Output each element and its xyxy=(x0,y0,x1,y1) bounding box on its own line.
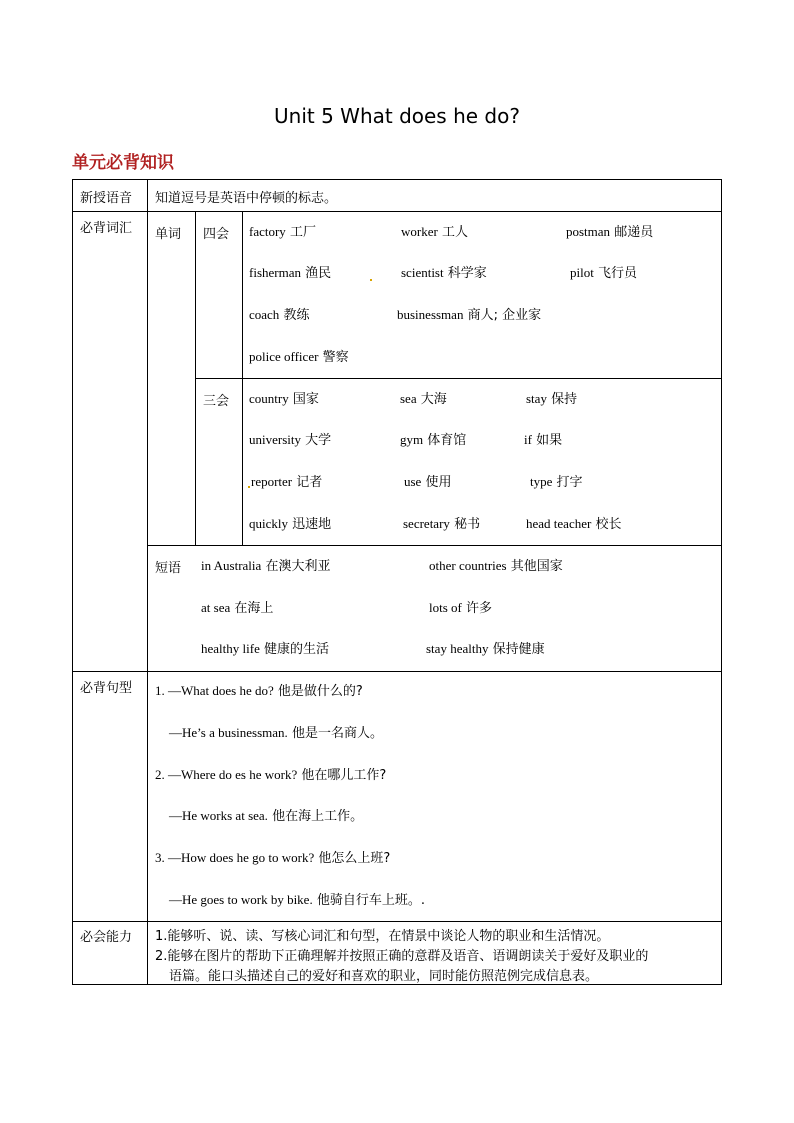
phrase-item: at sea 在海上 xyxy=(201,600,274,616)
vocab-item: type 打字 xyxy=(530,474,583,490)
label-words: 单词 xyxy=(155,227,182,242)
section-heading: 单元必背知识 xyxy=(72,153,174,173)
vocab-item: secretary 秘书 xyxy=(403,516,481,532)
pronunciation-text: 知道逗号是英语中停顿的标志。 xyxy=(155,191,338,206)
vocab-item: sea 大海 xyxy=(400,391,447,407)
ability-item: 1.能够听、说、读、写核心词汇和句型，在情景中谈论人物的职业和生活情况。 xyxy=(155,929,610,944)
label-pronunciation: 新授语音 xyxy=(80,191,133,206)
phrase-item: other countries 其他国家 xyxy=(429,558,563,574)
sentence-line: —He’s a businessman. 他是一名商人。 xyxy=(169,725,383,741)
ability-item: 2.能够在图片的帮助下正确理解并按照正确的意群及语音、语调朗读关于爱好及职业的 xyxy=(155,949,649,964)
vocab-item: head teacher 校长 xyxy=(526,516,622,532)
vocab-item: reporter 记者 xyxy=(251,474,323,490)
ability-item: 语篇。能口头描述自己的爱好和喜欢的职业，同时能仿照范例完成信息表。 xyxy=(169,969,599,984)
page-title: Unit 5 What does he do? xyxy=(274,104,520,128)
vocab-item: scientist 科学家 xyxy=(401,265,487,281)
label-vocabulary: 必背词汇 xyxy=(80,221,133,236)
vocab-item: country 国家 xyxy=(249,391,319,407)
vocab-item: quickly 迅速地 xyxy=(249,516,332,532)
label-phrases: 短语 xyxy=(155,561,182,576)
vocab-item: coach 教练 xyxy=(249,307,310,323)
phrase-item: healthy life 健康的生活 xyxy=(201,641,329,657)
vocab-item: gym 体育馆 xyxy=(400,432,467,448)
vocab-item: use 使用 xyxy=(404,474,452,490)
sentence-line: —He goes to work by bike. 他骑自行车上班。. xyxy=(169,892,425,908)
stray-mark xyxy=(370,279,372,281)
phrase-item: stay healthy 保持健康 xyxy=(426,641,545,657)
phrase-item: in Australia 在澳大利亚 xyxy=(201,558,331,574)
sentence-line: 1. —What does he do? 他是做什么的? xyxy=(155,683,363,699)
phrase-item: lots of 许多 xyxy=(429,600,493,616)
stray-mark xyxy=(248,486,250,488)
vocab-item: postman 邮递员 xyxy=(566,224,654,240)
label-four-skills: 四会 xyxy=(203,227,230,242)
label-three-skills: 三会 xyxy=(203,394,230,409)
vocab-item: pilot 飞行员 xyxy=(570,265,637,281)
vocab-item: worker 工人 xyxy=(401,224,468,240)
label-abilities: 必会能力 xyxy=(80,930,133,945)
vocab-item: stay 保持 xyxy=(526,391,578,407)
sentence-line: 2. —Where do es he work? 他在哪儿工作? xyxy=(155,767,387,783)
vocab-item: factory 工厂 xyxy=(249,224,316,240)
vocab-item: fisherman 渔民 xyxy=(249,265,332,281)
label-sentences: 必背句型 xyxy=(80,681,133,696)
vocab-item: university 大学 xyxy=(249,432,332,448)
vocab-item: police officer 警察 xyxy=(249,349,349,365)
vocab-item: if 如果 xyxy=(524,432,563,448)
sentence-line: —He works at sea. 他在海上工作。 xyxy=(169,808,364,824)
vocab-item: businessman 商人; 企业家 xyxy=(397,307,542,323)
sentence-line: 3. —How does he go to work? 他怎么上班? xyxy=(155,850,391,866)
